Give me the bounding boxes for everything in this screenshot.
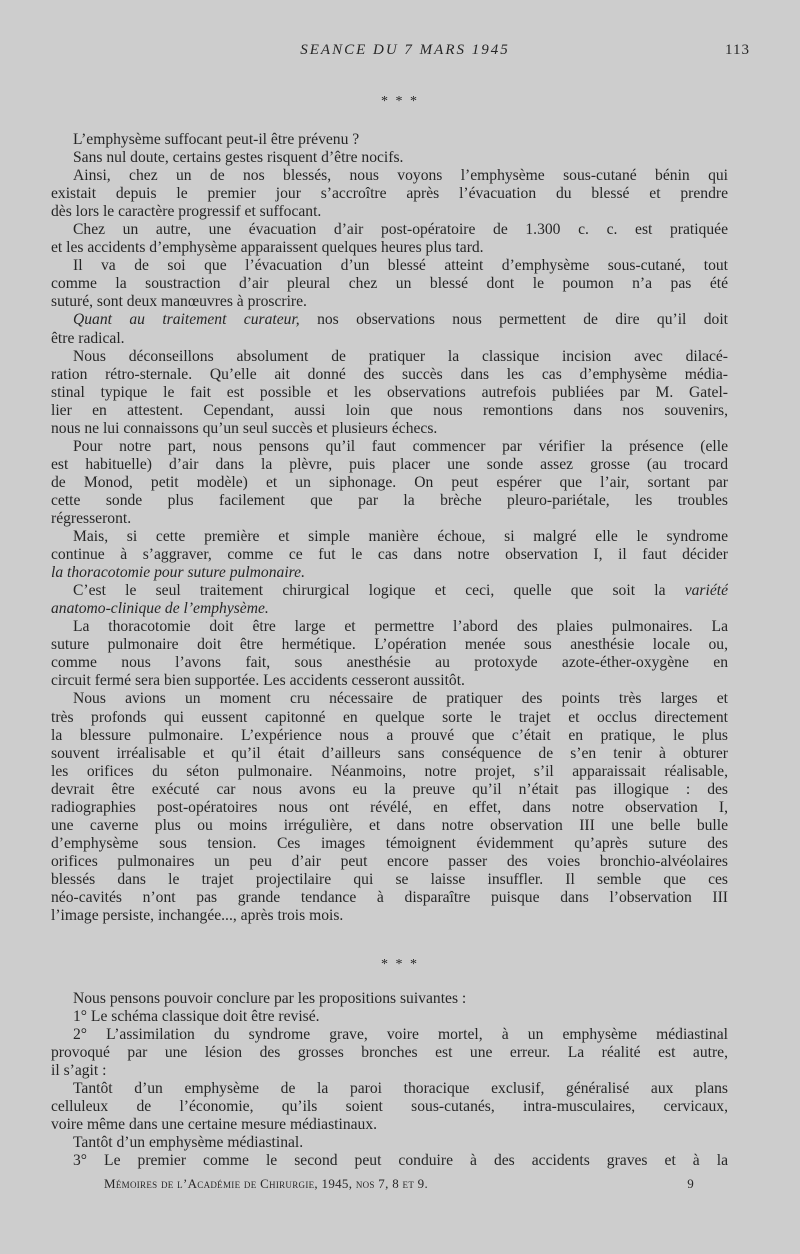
text-line: très profonds qui eussent capitonné en quelque sorte le trajet et occlus directement: [51, 708, 728, 726]
section-separator-middle: * * *: [381, 957, 419, 972]
text-line: celluleux de l’économie, qu’ils soient sous-cutanés, intra-musculaires, cervicaux,: [51, 1098, 728, 1116]
text-line: nous ne lui connaissons qu’un seul succès et plusieurs échecs.: [51, 419, 438, 437]
text-line: Sans nul doute, certains gestes risquent d’être nocifs.: [73, 149, 404, 167]
text-line: la blessure pulmonaire. L’expérience nous a prouvé que c’était en pratique, le plus: [51, 726, 728, 744]
text-line: Nous pensons pouvoir conclure par les propositions suivantes :: [73, 990, 467, 1007]
text-line: Nous avions un moment cru nécessaire de pratiquer des points très larges et: [73, 690, 728, 708]
text-line: devrait être exécuté car nous avons eu la preuve qu’il n’était pas illogique : des: [51, 780, 728, 798]
text-line: comme la soustraction d’air pleural chez un blessé dont le poumon n’a pas été: [51, 275, 728, 293]
text-line: 1° Le schéma classique doit être revisé.: [73, 1008, 320, 1026]
text-line: de Monod, petit modèle) et un siphonage. On peut espérer que l’air, sortant par: [51, 473, 728, 491]
text-line: dès lors le caractère progressif et suffocant.: [51, 203, 322, 221]
text-line: Mais, si cette première et simple manière échoue, si malgré elle le syndrome: [73, 528, 728, 546]
text-line: Tantôt d’un emphysème de la paroi thoracique exclusif, généralisé aux plans: [73, 1080, 728, 1098]
text-line: Tantôt d’un emphysème médiastinal.: [73, 1134, 304, 1152]
text-line: voire même dans une certaine mesure médiastinaux.: [51, 1116, 378, 1134]
text-line: provoqué par une lésion des grosses bronches est une erreur. La réalité est autre,: [51, 1044, 728, 1062]
page-number: 113: [725, 42, 750, 58]
text-line: suturé, sont deux manœuvres à proscrire.: [51, 293, 307, 311]
text-line: il s’agit :: [51, 1062, 107, 1080]
text-line: cette sonde plus facilement que par la brèche pleuro-pariétale, les troubles: [51, 491, 728, 509]
text-line: Pour notre part, nous pensons qu’il faut commencer par vérifier la présence (elle: [73, 437, 728, 455]
text-line: anatomo-clinique de l’emphysème.: [51, 600, 269, 618]
text-line: blessés dans le trajet projectilaire qui se laisse insuffler. Il semble que ces: [51, 870, 728, 888]
text-line: Ainsi, chez un de nos blessés, nous voyons l’emphysème sous-cutané bénin qui: [73, 167, 728, 185]
section-separator-top: * * *: [381, 94, 419, 109]
text-line: est habituelle) d’air dans la plèvre, puis placer une sonde assez grosse (au trocard: [51, 455, 728, 473]
text-line: la thoracotomie pour suture pulmonaire.: [51, 564, 305, 582]
signature-mark: 9: [687, 1176, 694, 1191]
text-line: lier en attestent. Cependant, aussi loin que nous remontions dans nos souvenirs,: [51, 401, 728, 419]
text-line: radiographies post-opératoires nous ont révélé, en effet, dans notre observation I,: [51, 798, 728, 816]
journal-citation: Mémoires de l’Académie de Chirurgie, 1945, nos 7, 8 et 9.: [104, 1176, 429, 1191]
text-line: d’emphysème sous tension. Ces images témoignent évidemment qu’après suture des: [51, 834, 728, 852]
page-header: [60, 42, 750, 66]
text-line: régresseront.: [51, 509, 132, 527]
body-text-section-1: [51, 131, 728, 925]
text-line: une caverne plus ou moins irrégulière, et dans notre observation III une belle bulle: [51, 816, 728, 834]
text-line: Quant au traitement curateur, nos observations nous permettent de dire qu’il doit: [73, 311, 728, 329]
text-line: L’emphysème suffocant peut-il être prévenu ?: [73, 131, 360, 148]
text-line: les orifices du séton pulmonaire. Néanmoins, notre projet, s’il apparaissait réalisable,: [51, 762, 728, 780]
text-line: stinal typique le fait est possible et les observations autrefois publiées par M. Gatel-: [51, 383, 728, 401]
text-line: continue à s’aggraver, comme ce fut le cas dans notre observation I, il faut décider: [51, 546, 728, 564]
text-line: Nous déconseillons absolument de pratiquer la classique incision avec dilacé-: [73, 347, 728, 365]
text-line: 3° Le premier comme le second peut conduire à des accidents graves et à la: [73, 1152, 728, 1170]
text-line: ration rétro-sternale. Qu’elle ait donné des succès dans les cas d’emphysème média-: [51, 365, 728, 383]
text-line: l’image persiste, inchangée..., après trois mois.: [51, 907, 344, 925]
text-line: C’est le seul traitement chirurgical logique et ceci, quelle que soit la variété: [73, 582, 728, 600]
text-line: et les accidents d’emphysème apparaissent quelques heures plus tard.: [51, 239, 484, 257]
text-line: Chez un autre, une évacuation d’air post-opératoire de 1.300 c. c. est pratiquée: [73, 221, 728, 239]
running-title: SEANCE DU 7 MARS 1945: [300, 42, 510, 58]
text-line: La thoracotomie doit être large et permettre l’abord des plaies pulmonaires. La: [73, 618, 728, 636]
text-line: être radical.: [51, 329, 125, 347]
text-line: circuit fermé sera bien supportée. Les accidents cesseront aussitôt.: [51, 672, 465, 690]
text-line: existait depuis le premier jour s’accroître après l’évacuation du blessé et prendre: [51, 185, 728, 203]
text-line: souvent irréalisable et qu’il était d’ailleurs sans conséquence de s’en tenir à obturer: [51, 744, 728, 762]
text-line: 2° L’assimilation du syndrome grave, voire mortel, à un emphysème médiastinal: [73, 1026, 728, 1044]
text-line: comme nous l’avons fait, sous anesthésie au protoxyde azote-éther-oxygène en: [51, 654, 728, 672]
body-text-section-2: [51, 990, 728, 1170]
text-line: suture pulmonaire doit être hermétique. L’opération menée sous anesthésie locale ou,: [51, 636, 728, 654]
page-footer: [104, 1176, 694, 1192]
text-line: Il va de soi que l’évacuation d’un blessé atteint d’emphysème sous-cutané, tout: [73, 257, 728, 275]
text-line: orifices pulmonaires un peu d’air peut encore passer des voies bronchio-alvéolaires: [51, 852, 728, 870]
text-line: néo-cavités n’ont pas grande tendance à disparaître puisque dans l’observation III: [51, 888, 728, 906]
